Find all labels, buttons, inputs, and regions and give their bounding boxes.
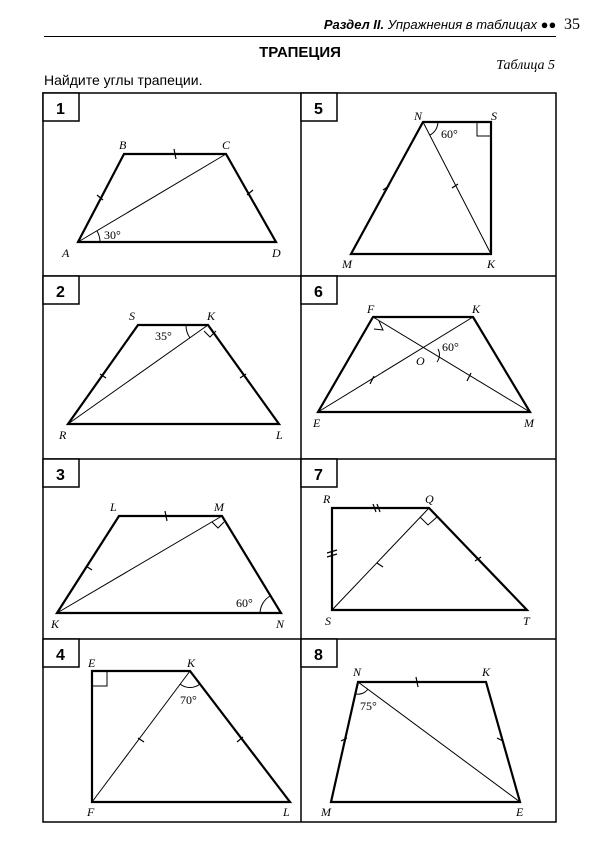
problem-number: 1	[56, 101, 65, 118]
problem-number: 7	[314, 467, 323, 484]
vertex-label: M	[214, 500, 224, 514]
angle-arc	[97, 231, 100, 242]
page-title: ТРАПЕЦИЯ	[259, 44, 341, 61]
vertex-label: N	[353, 665, 362, 679]
angle-arc	[430, 122, 438, 135]
vertex-label: T	[523, 614, 530, 628]
problem-number: 2	[56, 284, 65, 301]
vertex-label: C	[222, 138, 231, 152]
vertex-label: E	[88, 656, 96, 670]
angle-value: 70°	[180, 693, 197, 707]
diagonal-ne	[358, 682, 520, 802]
section-label: Раздел II. Упражнения в таблицах	[323, 17, 538, 32]
problem-1	[43, 93, 281, 260]
problem-2	[43, 276, 283, 442]
page-number: 35	[564, 16, 580, 33]
vertex-label: R	[59, 428, 67, 442]
angle-arc	[260, 596, 270, 613]
vertex-label: L	[283, 805, 290, 819]
angle-value: 60°	[442, 340, 459, 354]
vertex-label: F	[87, 805, 95, 819]
trapezoid	[351, 122, 491, 254]
vertex-label: E	[516, 805, 524, 819]
vertex-label: M	[321, 805, 331, 819]
problem-number: 6	[314, 284, 323, 301]
vertex-label: F	[367, 302, 375, 316]
angle-value: 75°	[360, 699, 377, 713]
vertex-label: O	[416, 354, 425, 368]
vertex-label: M	[342, 257, 352, 271]
right-angle-mark	[92, 671, 107, 686]
trapezoid	[68, 325, 279, 424]
problem-number: 5	[314, 101, 323, 118]
vertex-label: S	[129, 309, 135, 323]
vertex-label: N	[414, 109, 423, 123]
angle-arc	[186, 325, 190, 338]
right-angle-mark	[477, 122, 491, 136]
diagonal-ek	[318, 317, 473, 412]
vertex-label: N	[276, 617, 285, 631]
problem-number: 4	[56, 647, 65, 664]
vertex-label: D	[272, 246, 281, 260]
vertex-label: M	[524, 416, 534, 430]
vertex-label: K	[487, 257, 496, 271]
diagonal-rk	[68, 325, 208, 424]
vertex-label: R	[323, 492, 331, 506]
problem-number: 3	[56, 467, 65, 484]
angle-value: 60°	[441, 127, 458, 141]
vertex-label: S	[325, 614, 331, 628]
diagonal-nk	[423, 122, 491, 254]
instruction-text: Найдите углы трапеции.	[44, 72, 203, 88]
problem-8	[301, 639, 524, 819]
diagonal-km	[57, 516, 222, 613]
right-angle-mark	[212, 522, 224, 528]
vertex-label: K	[482, 665, 491, 679]
grid-outer-border	[43, 93, 556, 822]
vertex-label: K	[207, 309, 216, 323]
angle-arc	[180, 684, 200, 688]
angle-value: 35°	[155, 329, 172, 343]
equal-tick-sq	[377, 563, 383, 567]
problem-6	[301, 276, 535, 430]
vertex-label: S	[491, 109, 497, 123]
vertex-label: L	[110, 500, 117, 514]
problem-3	[43, 459, 285, 631]
vertex-label: K	[51, 617, 60, 631]
angle-value: 30°	[104, 228, 121, 242]
problem-7	[301, 459, 531, 628]
vertex-label: L	[276, 428, 283, 442]
problem-4	[43, 639, 290, 819]
problem-5	[301, 93, 497, 271]
vertex-label: B	[119, 138, 127, 152]
problem-number: 8	[314, 647, 323, 664]
diagonal-sq	[332, 508, 429, 610]
bullet-icon: ●●	[540, 17, 557, 32]
vertex-label: Q	[425, 492, 434, 506]
vertex-label: K	[187, 656, 196, 670]
angle-value: 60°	[236, 596, 253, 610]
right-angle-mark	[420, 517, 437, 525]
trapezoid	[92, 671, 290, 802]
vertex-label: E	[313, 416, 321, 430]
vertex-label: K	[472, 302, 481, 316]
vertex-label: A	[62, 246, 70, 260]
diagonal-fm	[373, 317, 530, 412]
table-label: Таблица 5	[496, 58, 555, 73]
angle-arc	[356, 689, 368, 694]
diagonal-fk	[92, 671, 190, 802]
